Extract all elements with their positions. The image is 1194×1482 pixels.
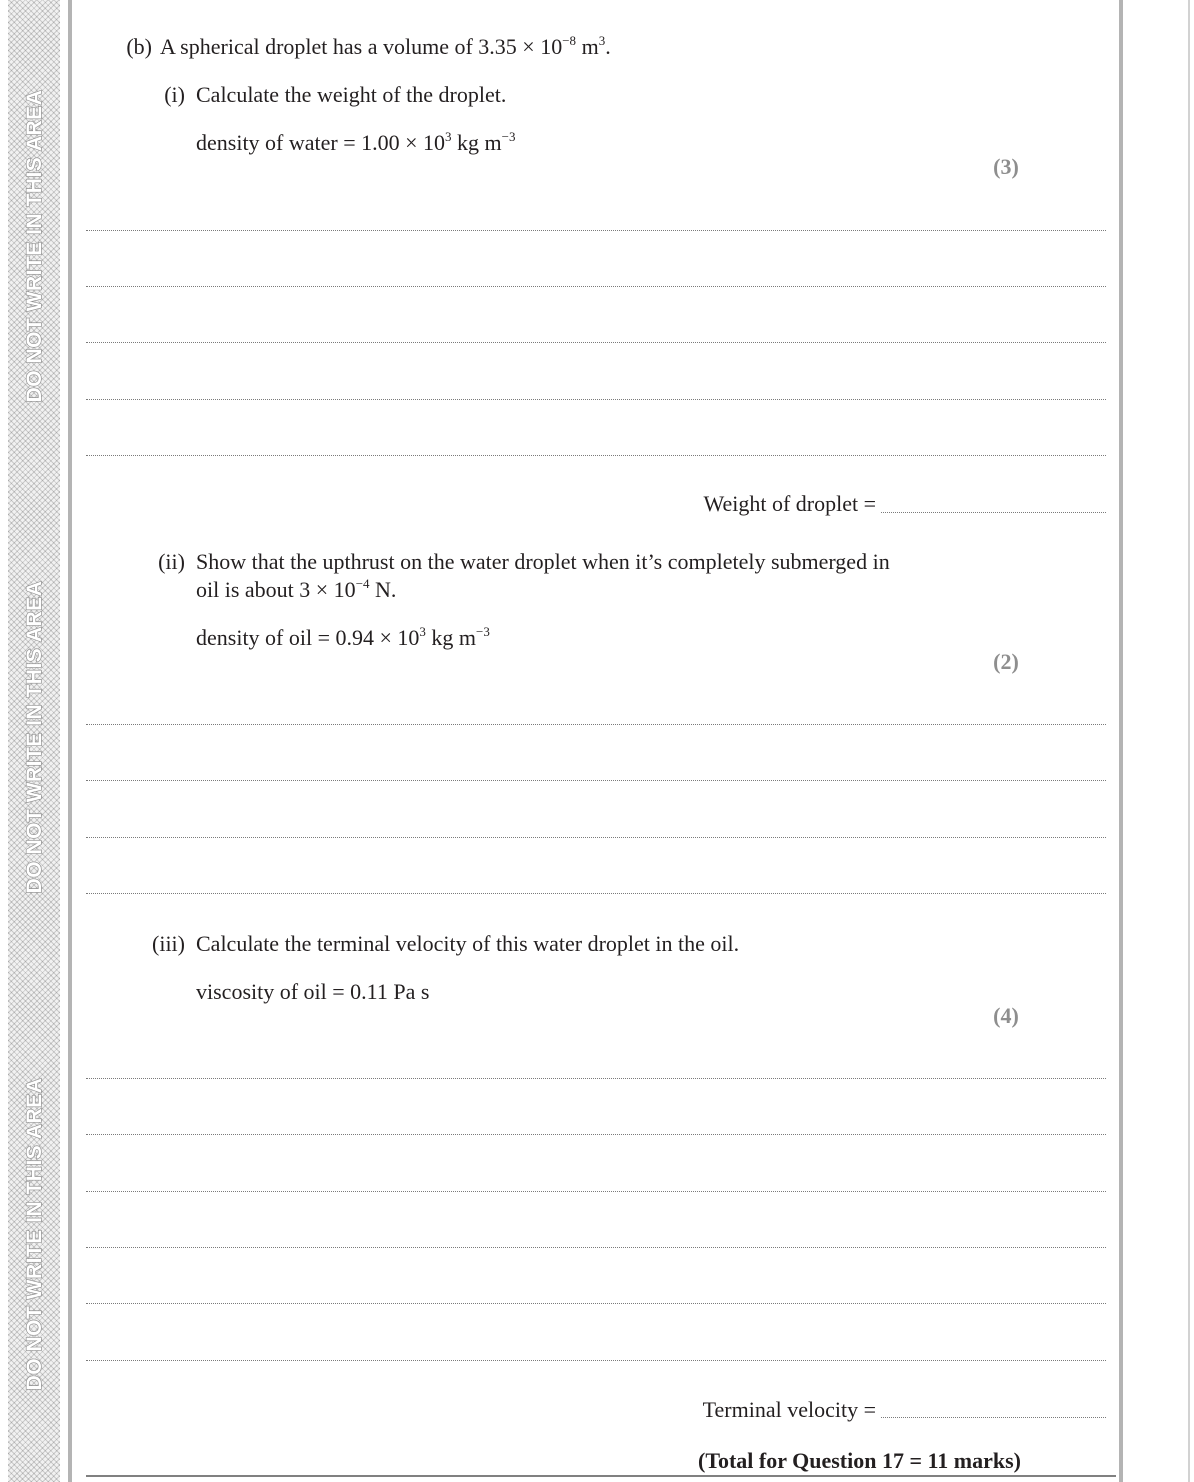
page-edge (1188, 0, 1190, 1482)
weight-answer-field[interactable] (881, 512, 1106, 513)
part-b-stem: A spherical droplet has a volume of $3.35 \times 10^{-8}$ $m^3$. (160, 33, 611, 59)
marks-ii: (2) (993, 649, 1019, 674)
answer-line[interactable] (86, 1303, 1106, 1304)
answer-line[interactable] (86, 837, 1106, 838)
question-i-data: density of water = $1.00 \times 10^3$ kg $m^{-3}$ (196, 129, 516, 155)
question-iii-text: Calculate the terminal velocity of this water droplet in the oil. (196, 931, 740, 956)
answer-line[interactable] (86, 1134, 1106, 1135)
margin-notice: DO NOT WRITE IN THIS AREA (23, 1077, 46, 1391)
answer-line[interactable] (86, 1247, 1106, 1248)
answer-line[interactable] (86, 1191, 1106, 1192)
answer-line[interactable] (86, 893, 1106, 894)
answer-line[interactable] (86, 1360, 1106, 1361)
question-ii-text-line2: oil is about $3 \times 10^{-4}$ N. (196, 576, 397, 602)
question-ii-text-line1: Show that the upthrust on the water droplet when it’s completely submerged in (196, 549, 890, 574)
question-total: (Total for Question 17 = 11 marks) (698, 1448, 1021, 1473)
margin-notice: DO NOT WRITE IN THIS AREA (23, 89, 46, 403)
question-ii-data: density of oil = $0.94 \times 10^3$ kg $m^{-3}$ (196, 624, 490, 650)
question-i-label: (i) (164, 82, 185, 107)
answer-line[interactable] (86, 1078, 1106, 1079)
answer-line[interactable] (86, 230, 1106, 231)
velocity-answer-field[interactable] (881, 1417, 1106, 1418)
marks-iii: (4) (993, 1003, 1019, 1028)
answer-line[interactable] (86, 342, 1106, 343)
question-iii-label: (iii) (152, 931, 185, 956)
velocity-answer-label: Terminal velocity = (702, 1397, 876, 1422)
answer-line[interactable] (86, 455, 1106, 456)
question-iii-data: viscosity of oil = 0.11 Pa s (196, 979, 430, 1004)
margin-notice: DO NOT WRITE IN THIS AREA (23, 580, 46, 894)
bottom-rule (86, 1475, 1116, 1477)
page-border-right (1119, 0, 1123, 1482)
answer-line[interactable] (86, 399, 1106, 400)
page-border-left (68, 0, 72, 1482)
part-b-label: (b) (126, 34, 152, 59)
question-i-text: Calculate the weight of the droplet. (196, 82, 507, 107)
marks-i: (3) (993, 154, 1019, 179)
weight-answer-label: Weight of droplet = (703, 491, 876, 516)
answer-line[interactable] (86, 724, 1106, 725)
answer-line[interactable] (86, 286, 1106, 287)
question-ii-label: (ii) (158, 549, 185, 574)
answer-line[interactable] (86, 780, 1106, 781)
